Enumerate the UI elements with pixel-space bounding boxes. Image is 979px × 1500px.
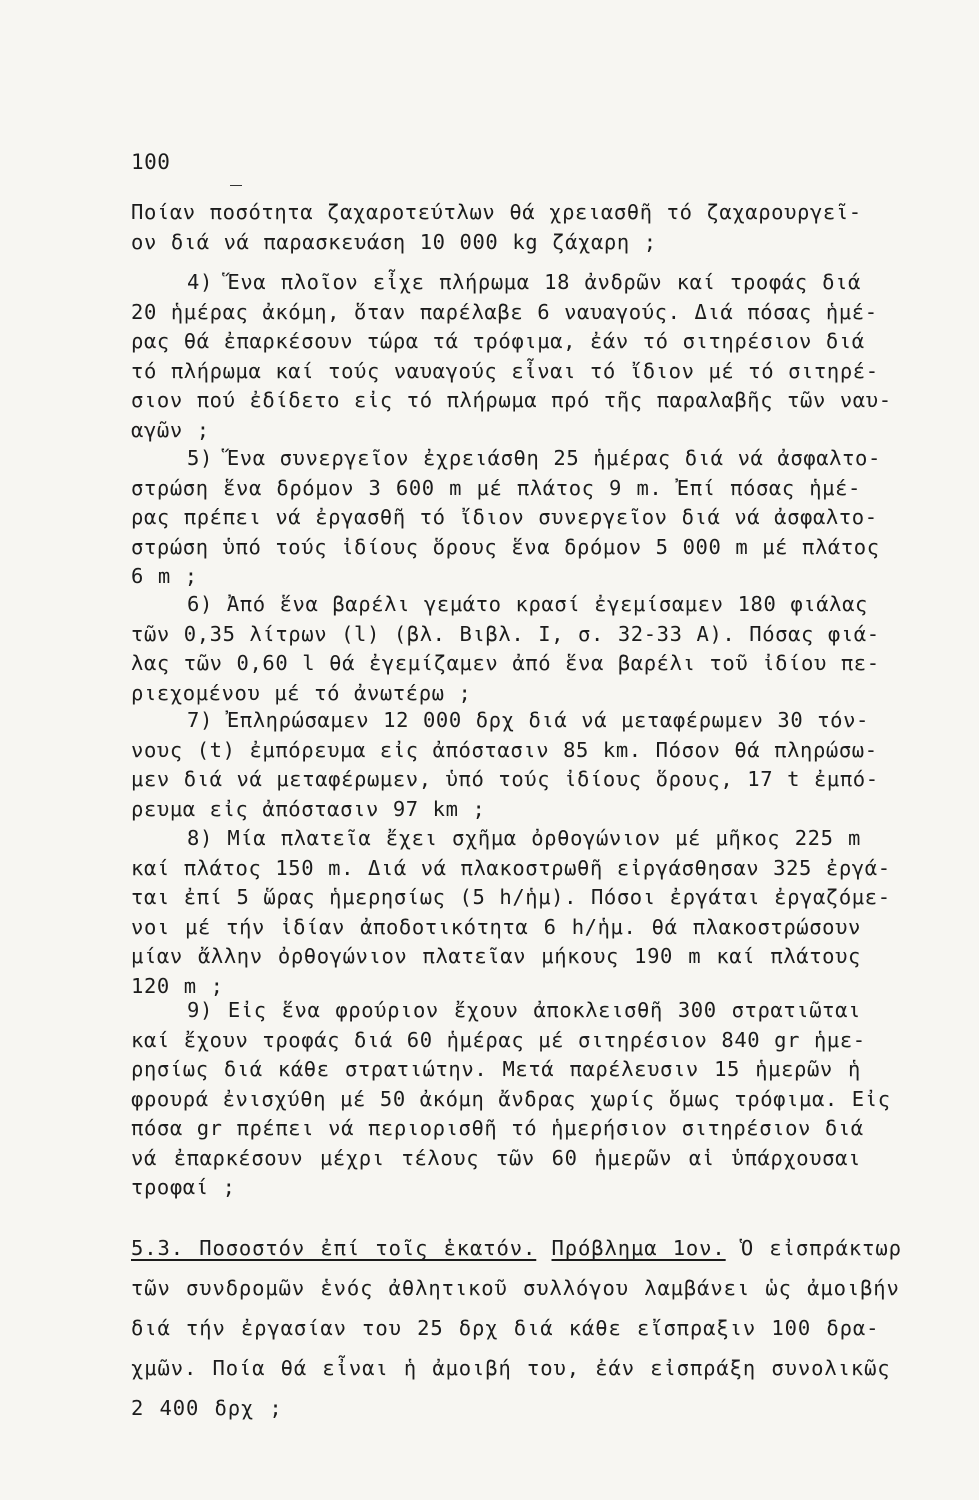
text-line: τό πλήρωμα καί τούς ναυαγούς εἶναι τό ἴδιον μέ τό σιτηρέ-	[131, 358, 879, 383]
intro-paragraph	[131, 198, 861, 257]
text-line: καί ἔχουν τροφάς διά 60 ἡμέρας μέ σιτηρέσιον 840 gr ἡμε-	[131, 1027, 866, 1052]
text-line: ται ἐπί 5 ὥρας ἡμερησίως (5 h/ἡμ). Πόσοι ἐργάται ἐργαζόμε-	[131, 885, 891, 909]
text-line: νά ἐπαρκέσουν μέχρι τέλους τῶν 60 ἡμερῶν αἱ ὑπάρχουσαι	[131, 1145, 861, 1170]
text-line: νους (t) ἐμπόρευμα εἰς ἀπόστασιν 85 km. Πόσον θά πληρώσω-	[131, 737, 878, 762]
text-line: μίαν ἄλλην ὀρθογώνιον πλατεῖαν μήκους 190 m καί πλάτους	[131, 944, 861, 968]
problem-6	[131, 590, 880, 708]
text-line: μεν διά νά μεταφέρωμεν, ὑπό τούς ἰδίους ὅρους, 17 t ἐμπό-	[131, 767, 879, 791]
text-line: ρας πρέπει νά ἐργασθῆ τό ἴδιον συνεργεῖον διά νά ἀσφαλτο-	[131, 505, 878, 529]
text-line: 8) Μία πλατεῖα ἔχει σχῆμα ὀρθογώνιον μέ μῆκος 225 m	[187, 826, 861, 850]
text-line: ον διά νά παρασκευάση 10 000 kg ζάχαρη ;	[131, 229, 657, 254]
problem-5	[131, 444, 881, 592]
text-line: φρουρά ἐνισχύθη μέ 50 ἀκόμη ἄνδρας χωρίς ὅμως τρόφιμα. Εἰς	[131, 1086, 891, 1111]
text-line: Ποίαν ποσότητα ζαχαροτεύτλων θά χρειασθῆ τό ζαχαρουργεῖ-	[131, 200, 862, 224]
text-line: ρας θά ἐπαρκέσουν τώρα τά τρόφιμα, ἐάν τό σιτηρέσιον διά	[131, 329, 865, 353]
text-line: σιον πού ἐδίδετο εἰς τό πλήρωμα πρό τῆς παραλαβῆς τῶν ναυ-	[131, 388, 892, 412]
text-line: τροφαί ;	[131, 1175, 236, 1199]
text-line: τῶν 0,35 λίτρων (l) (βλ. Βιβλ. I, σ. 32-33 A). Πόσας φιά-	[131, 621, 880, 646]
text-line: 6) Ἀπό ἕνα βαρέλι γεμάτο κρασί ἐγεμίσαμεν 180 φιάλας	[187, 592, 868, 616]
text-line: στρώση ἕνα δρόμον 3 600 m μέ πλάτος 9 m. Ἐπί πόσας ἡμέ-	[131, 475, 861, 500]
text-line: πόσα gr πρέπει νά περιορισθῆ τό ἡμερήσιον σιτηρέσιον διά	[131, 1116, 864, 1140]
text-line: ρησίως διά κάθε στρατιώτην. Μετά παρέλευσιν 15 ἡμερῶν ἡ	[131, 1057, 861, 1081]
section-5-3	[131, 1228, 902, 1428]
text-line: στρώση ὑπό τούς ἰδίους ὅρους ἕνα δρόμον 5 000 m μέ πλάτος	[131, 534, 880, 559]
text-line: καί πλάτος 150 m. Διά νά πλακοστρωθῆ εἰργάσθησαν 325 ἐργά-	[131, 855, 891, 880]
text-line: 4) Ἕνα πλοῖον εἶχε πλήρωμα 18 ἀνδρῶν καί τροφάς διά	[187, 270, 861, 294]
problem-9	[131, 996, 891, 1203]
text-line: λας τῶν 0,60 l θά ἐγεμίζαμεν ἀπό ἕνα βαρέλι τοῦ ἰδίου πε-	[131, 651, 880, 675]
text-line: διά τήν ἐργασίαν του 25 δρχ διά κάθε εἴσπραξιν 100 δρα-	[131, 1316, 880, 1340]
text-line: τῶν συνδρομῶν ἑνός ἀθλητικοῦ συλλόγου λαμβάνει ὡς ἀμοιβήν	[131, 1276, 900, 1300]
text-line: 5) Ἕνα συνεργεῖον ἐχρειάσθη 25 ἡμέρας διά νά ἀσφαλτο-	[187, 446, 881, 470]
text-line: 6 m ;	[131, 564, 198, 588]
page-number: 100	[131, 150, 171, 174]
section-heading: 5.3. Ποσοστόν ἐπί τοῖς ἑκατόν.	[131, 1236, 537, 1260]
text-line: 2 400 δρχ ;	[131, 1396, 283, 1420]
problem-4	[131, 268, 892, 445]
text-line: 9) Εἰς ἕνα φρούριον ἔχουν ἀποκλεισθῆ 300 στρατιῶται	[187, 998, 861, 1022]
problem-8	[131, 824, 891, 1001]
text-fragment: Ὁ εἰσπράκτωρ	[725, 1236, 902, 1260]
dash-mark	[230, 185, 242, 186]
text-line: 120 m ;	[131, 973, 224, 998]
text-line: 7) Ἐπληρώσαμεν 12 000 δρχ διά νά μεταφέρωμεν 30 τόν-	[187, 708, 869, 732]
text-line: νοι μέ τήν ἰδίαν ἀποδοτικότητα 6 h/ἡμ. θά πλακοστρώσουν	[131, 914, 861, 939]
text-line: ριεχομένου μέ τό ἀνωτέρω ;	[131, 680, 472, 705]
problem-label: Πρόβλημα 1ον.	[551, 1236, 726, 1260]
text-line: αγῶν ;	[131, 417, 210, 442]
text-line: ρευμα εἰς ἀπόστασιν 97 km ;	[131, 796, 486, 821]
text-line: 20 ἡμέρας ἀκόμη, ὅταν παρέλαβε 6 ναυαγούς. Διά πόσας ἡμέ-	[131, 299, 878, 324]
problem-7	[131, 706, 879, 824]
section-first-line	[131, 1228, 902, 1268]
text-line: χμῶν. Ποία θά εἶναι ἡ ἀμοιβή του, ἐάν εἰσπράξη συνολικῶς	[131, 1356, 891, 1380]
